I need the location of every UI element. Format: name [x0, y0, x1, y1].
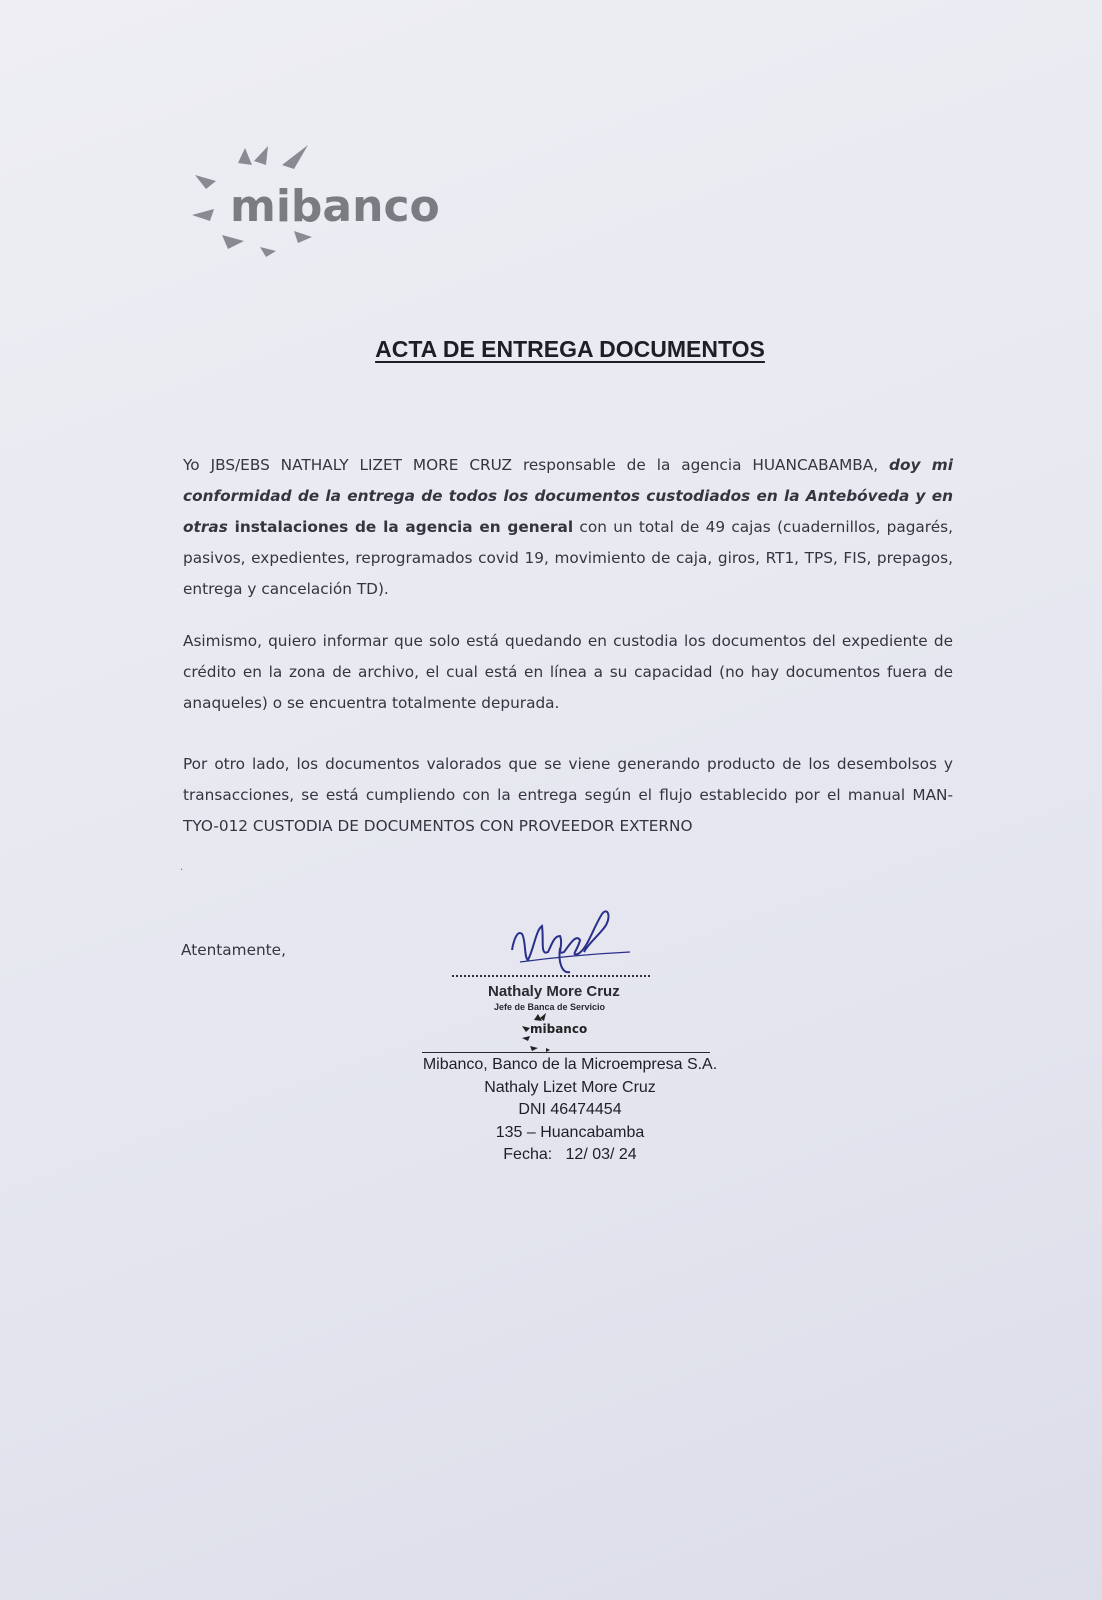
- agency-code: 135 – Huancabamba: [495, 1123, 645, 1141]
- stamp-name: Nathaly More Cruz: [488, 983, 620, 1000]
- signatory-name: Nathaly Lizet More Cruz: [484, 1078, 656, 1096]
- mibanco-logo: [190, 143, 480, 263]
- stamp-logo: [520, 1012, 610, 1052]
- logo-text: mibanco: [230, 181, 440, 232]
- stamp-role: Jefe de Banca de Servicio: [494, 1002, 606, 1012]
- document-title: ACTA DE ENTREGA DOCUMENTOS: [375, 336, 765, 362]
- document-date: Fecha: 12/ 03/ 24: [503, 1146, 637, 1163]
- signatory-dni: DNI 46474454: [518, 1101, 622, 1118]
- paragraph-2: Asimismo, quiero informar que solo está quedando en custodia los documentos del expediente de crédito en la zona de archivo, el cual está en línea a su capacidad (no hay documentos fuera de anaqueles) o se encuentra totalmente depurada.: [183, 632, 953, 712]
- stray-dot: .: [180, 862, 184, 873]
- paragraph-1-text-d: con un total de 49 cajas (cuadernillos, pagarés, pasivos, expedientes, reprogramados covid 19, movimiento de caja, giros, RT1, TPS, FIS, prepagos, entrega y cancelación TD).: [183, 518, 953, 598]
- signatory-block: [400, 1054, 740, 1167]
- paragraph-1-text-b: doy mi conformidad de la entrega de todos los documentos custodiados en la Antebóveda y en otras: [183, 456, 953, 536]
- paragraph-1-text-a: Yo JBS/EBS NATHALY LIZET MORE CRUZ responsable de la agencia HUANCABAMBA,: [183, 456, 889, 474]
- paragraph-1-text-c: instalaciones de la agencia en general: [227, 518, 574, 536]
- stamp-logo-text: mibanco: [530, 1022, 588, 1036]
- closing-text: Atentamente,: [181, 941, 286, 959]
- paragraph-3: Por otro lado, los documentos valorados que se viene generando producto de los desembolsos y transacciones, se está cumpliendo con la entrega según el flujo establecido por el manual MAN-TYO-012 CUSTODIA DE DOCUMENTOS CON PROVEEDOR EXTERNO: [183, 755, 953, 835]
- signature-rule: [422, 1052, 710, 1053]
- stamp-dotted-line: [452, 975, 650, 977]
- company-name: Mibanco, Banco de la Microempresa S.A.: [422, 1056, 718, 1073]
- paragraph-1: [183, 450, 953, 605]
